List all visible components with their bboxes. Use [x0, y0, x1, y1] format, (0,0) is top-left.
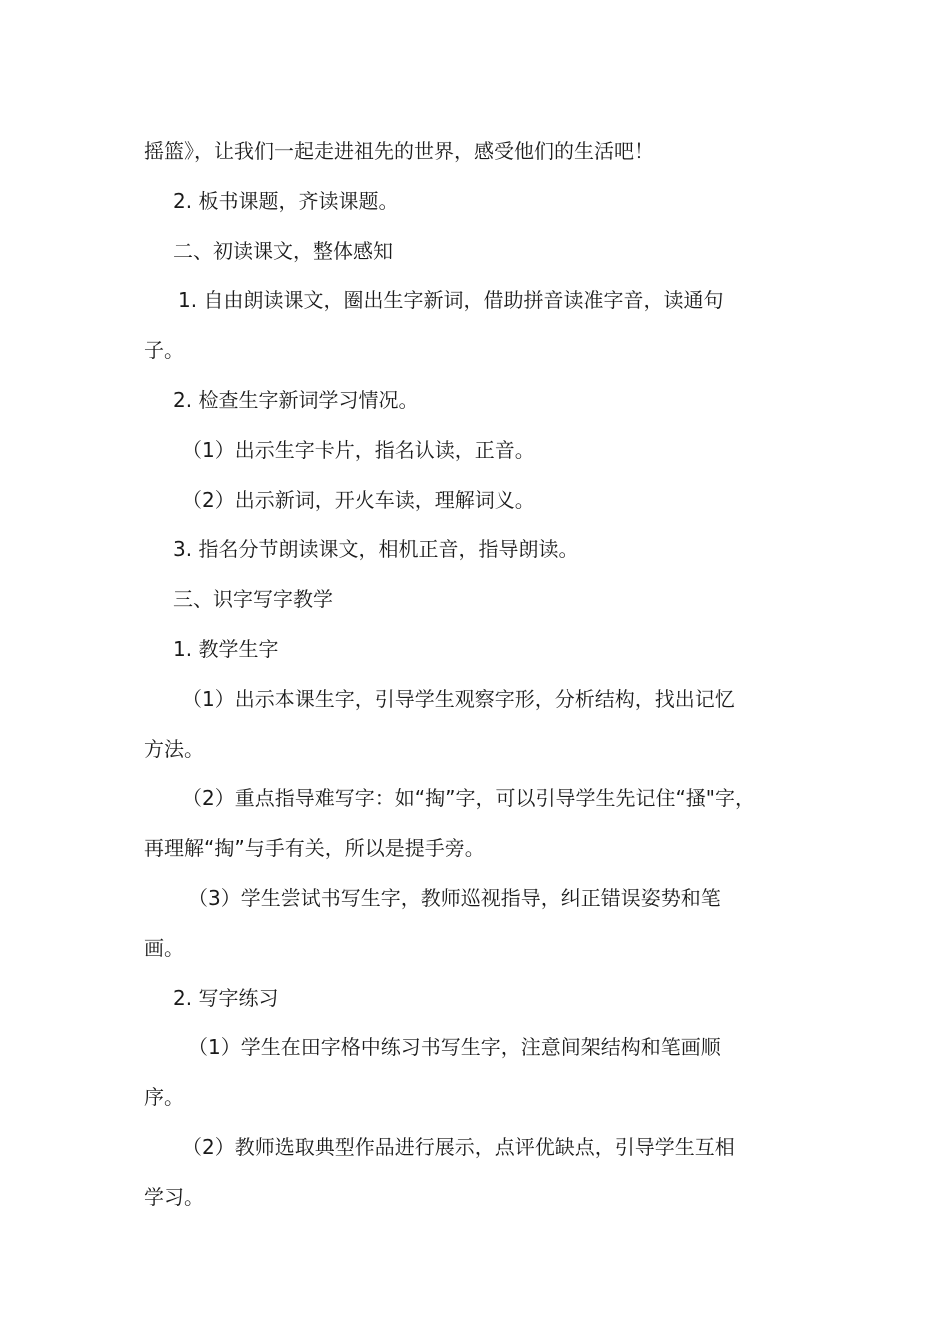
text-line: 子。 — [144, 338, 184, 363]
text-line: 再理解“掏”与手有关，所以是提手旁。 — [144, 836, 485, 861]
text-line: （1）学生在田字格中练习书写生字，注意间架结构和笔画顺 — [188, 1035, 721, 1060]
text-line: 1. 自由朗读课文，圈出生字新词，借助拼音读准字音，读通句 — [178, 288, 724, 313]
text-line: （3）学生尝试书写生字，教师巡视指导，纠正错误姿势和笔 — [188, 885, 721, 910]
text-line: （1）出示生字卡片，指名认读，正音。 — [182, 437, 535, 462]
text-line: 摇篮》，让我们一起走进祖先的世界，感受他们的生活吧！ — [144, 139, 654, 163]
text-line: 序。 — [144, 1085, 184, 1110]
text-line: 2. 写字练习 — [173, 985, 279, 1010]
document-body — [144, 127, 808, 1223]
text-line: 3. 指名分节朗读课文，相机正音，指导朗读。 — [173, 537, 579, 562]
text-line: （1）出示本课生字，引导学生观察字形，分析结构，找出记忆 — [182, 686, 735, 711]
section-heading: 二、初读课文，整体感知 — [173, 238, 393, 263]
text-line: 2. 检查生字新词学习情况。 — [173, 387, 419, 412]
text-line: 方法。 — [144, 736, 204, 761]
text-line: （2）教师选取典型作品进行展示，点评优缺点，引导学生互相 — [182, 1134, 735, 1159]
text-line: 学习。 — [144, 1184, 204, 1209]
text-line: 2. 板书课题，齐读课题。 — [173, 188, 399, 213]
text-line: （2）重点指导难写字：如“掏”字，可以引导学生先记住“搔"字， — [182, 786, 756, 811]
text-line: 1. 教学生字 — [173, 636, 279, 661]
text-line: （2）出示新词，开火车读，理解词义。 — [182, 487, 535, 512]
section-heading: 三、识字写字教学 — [173, 587, 333, 612]
text-line: 画。 — [144, 935, 184, 960]
